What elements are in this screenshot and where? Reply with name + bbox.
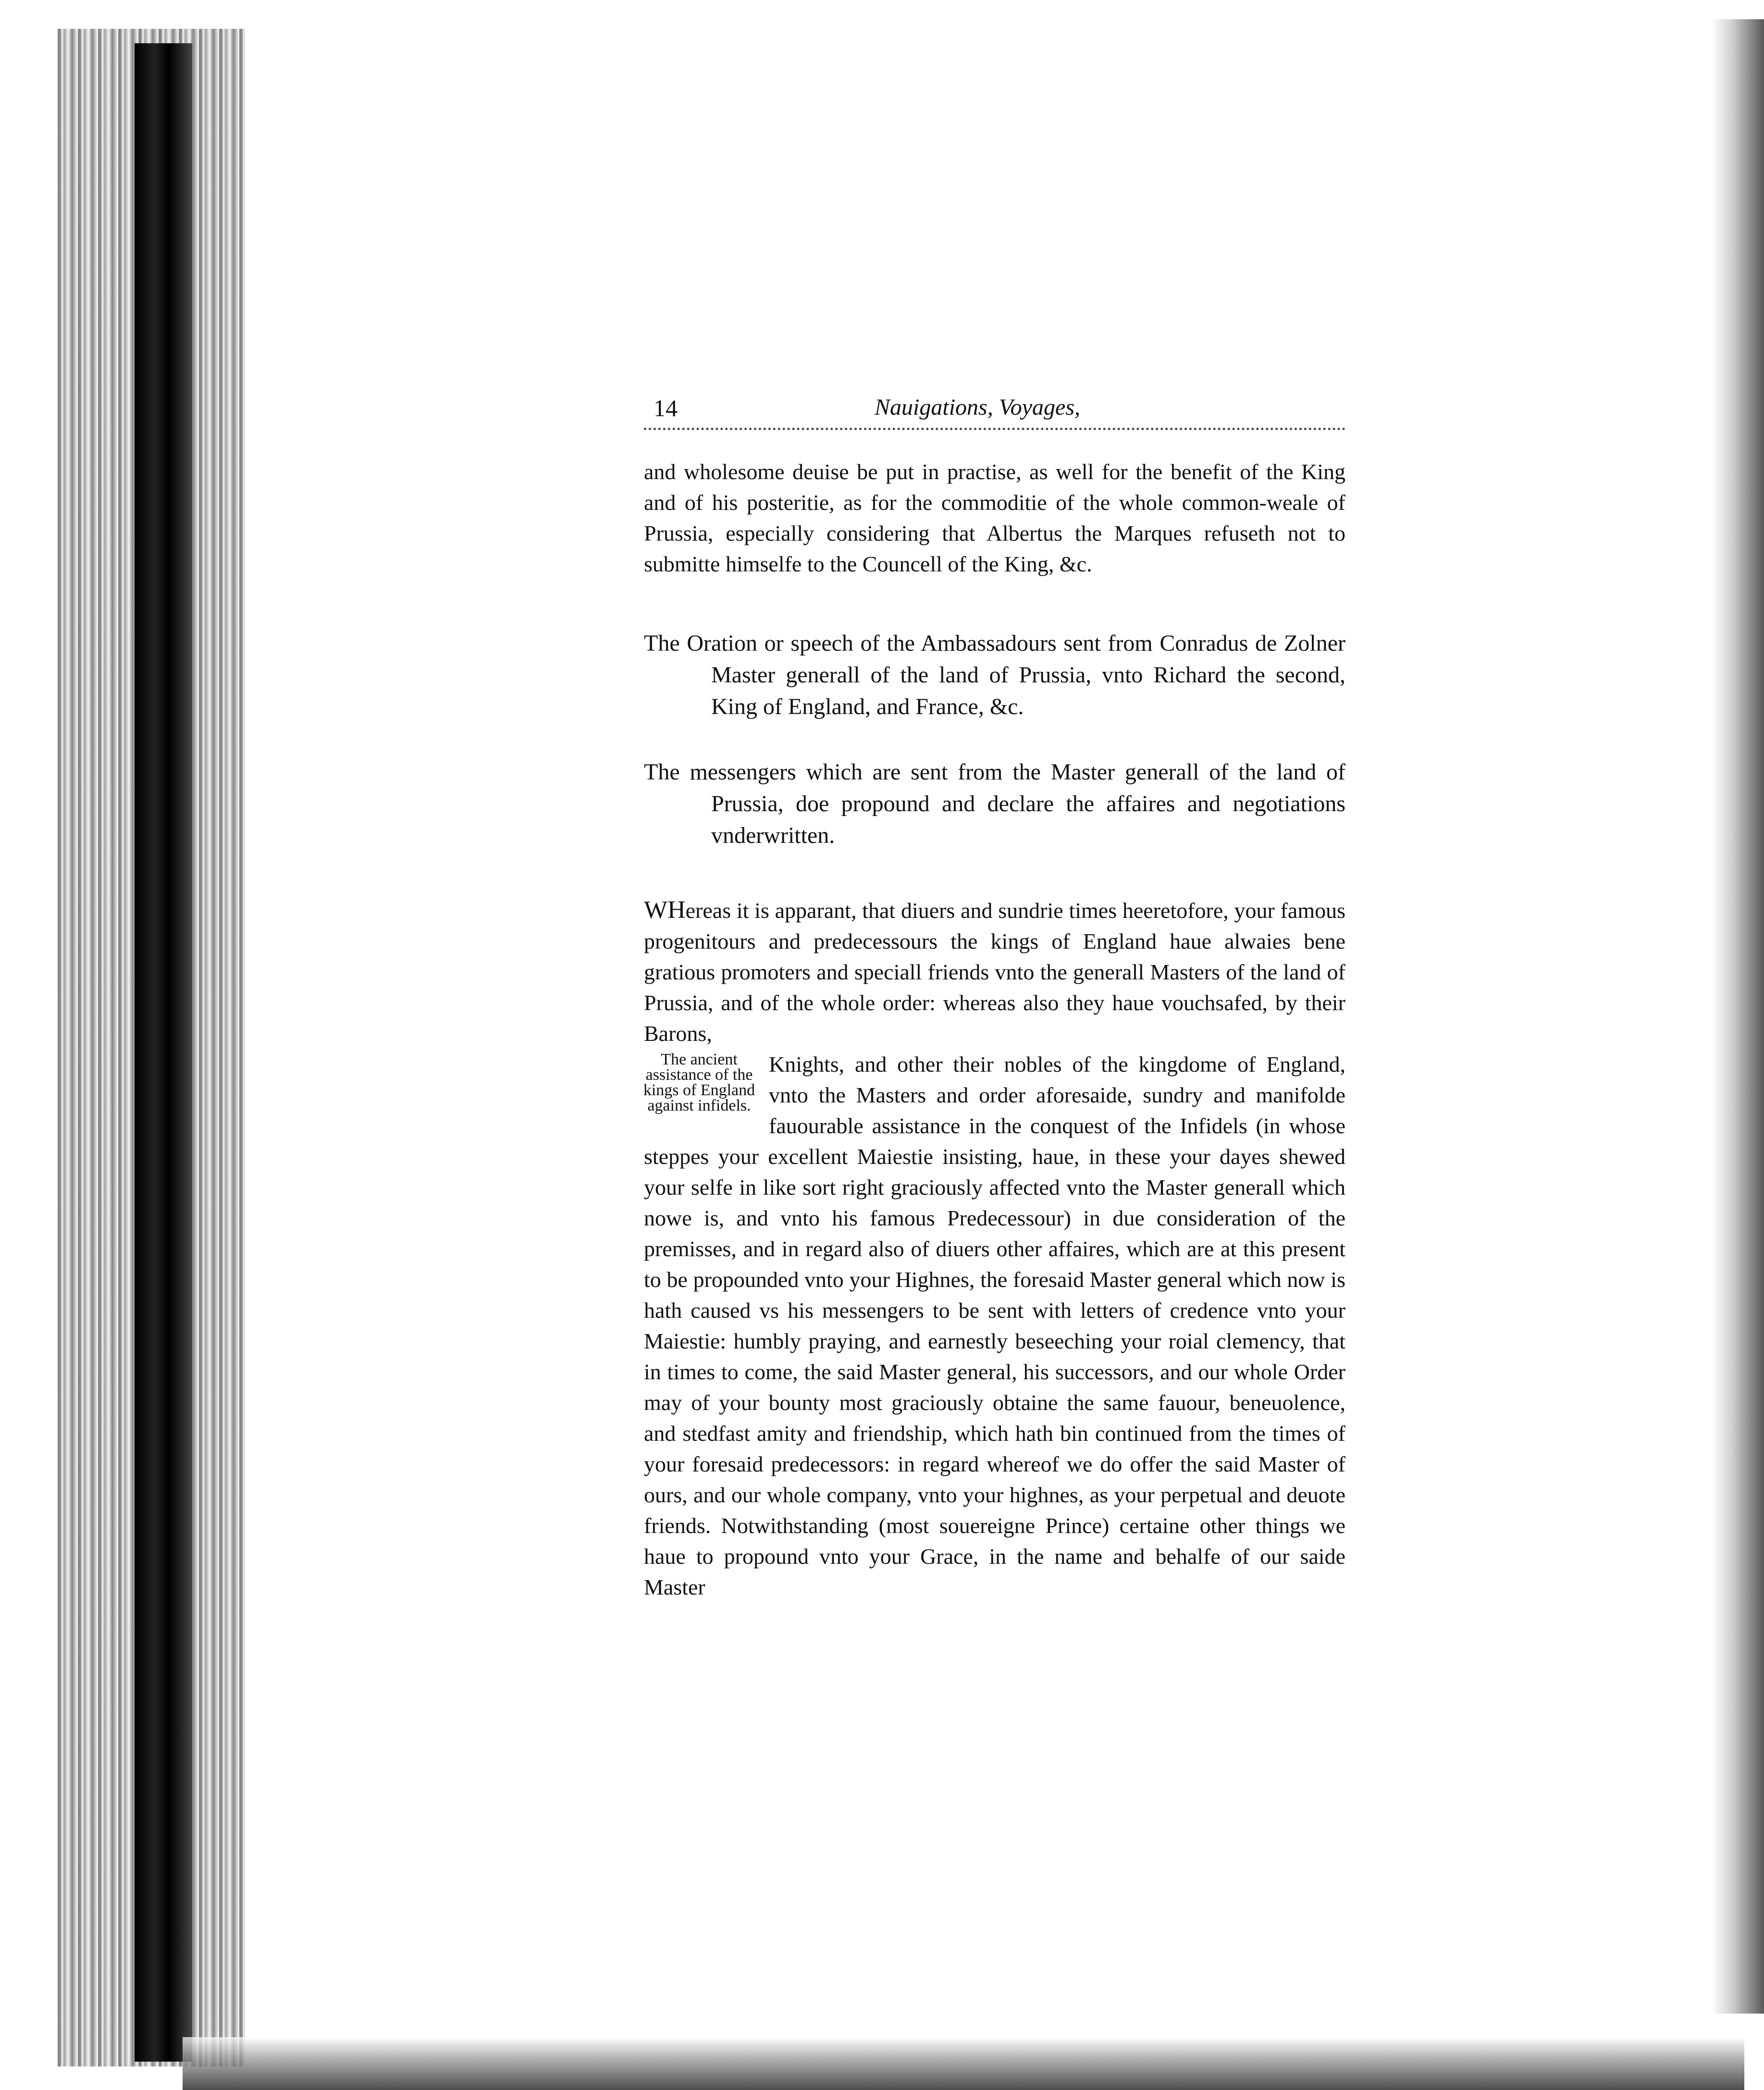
body-continuation-text: Knights, and other their nobles of the kingdome of England, vnto the Masters and order aforesaide, sundry and manifolde fauourable assistance in the conquest of the Infidels (in whose steppes your excellent Maiestie insisting, haue, in these your dayes shewed your selfe in like sort right graciously affected vnto the Master generall which nowe is, and vnto his famous Predecessour) in due consideration of the premisses, and in regard also of diuers other affaires, which are at this present to be propounded vnto your Highnes, the foresaid Master general which now is hath caused vs his messengers to be sent with letters of credence vnto your Maiestie: humbly praying, and earnestly beseeching your roial clemency, that in times to come, the said Master general, his successors, and our whole Order may of your bounty most graciously obtaine the same fauour, beneuolence, and stedfast amity and friendship, which hath bin continued from the times of your foresaid predecessors: in regard whereof we do offer the said Master of ours, and our whole company, vnto your highnes, as your perpetual and deuote friends. Notwithstanding (most souereigne Prince) certaine other things we haue to propound vnto your Grace, in the name and behalfe of our saide Master <box>644 1052 1345 1599</box>
scan-border-right <box>1711 19 1764 2014</box>
scan-binding-shadow <box>135 43 192 2062</box>
running-head <box>644 384 1345 430</box>
scan-border-bottom <box>183 2037 1744 2090</box>
marginal-note: The ancient assistance of the kings of England against infidels. <box>643 1051 755 1114</box>
page-number: 14 <box>654 395 678 421</box>
page-text-block <box>644 384 1345 1603</box>
oration-heading: The Oration or speech of the Ambassadours sent from Conradus de Zolner Master generall of the land of Prussia, vnto Richard the second, King of England, and France, &c. <box>644 631 1345 719</box>
body-paragraph <box>644 895 1345 1603</box>
body-opening-text: ereas it is apparant, that diuers and sundrie times heeretofore, your famous progenitours and predecessours the kings of England haue alwaies bene gratious promoters and speciall friends vnto the generall Masters of the land of Prussia, and of the whole order: whereas also they haue vouchsafed, by their Barons, <box>644 898 1345 1046</box>
drop-capital: WH <box>644 896 686 924</box>
running-title: Nauigations, Voyages, <box>875 395 1080 420</box>
intro-paragraph: and wholesome deuise be put in practise, as well for the benefit of the King and of his posteritie, as for the commoditie of the whole common-weale of Prussia, especially considering that Albertus the Marques refuseth not to submitte himselfe to the Councell of the King, &c. <box>644 459 1345 576</box>
messengers-heading: The messengers which are sent from the Master generall of the land of Prussia, doe propound and declare the affaires and negotiations vnderwritten. <box>644 759 1345 848</box>
